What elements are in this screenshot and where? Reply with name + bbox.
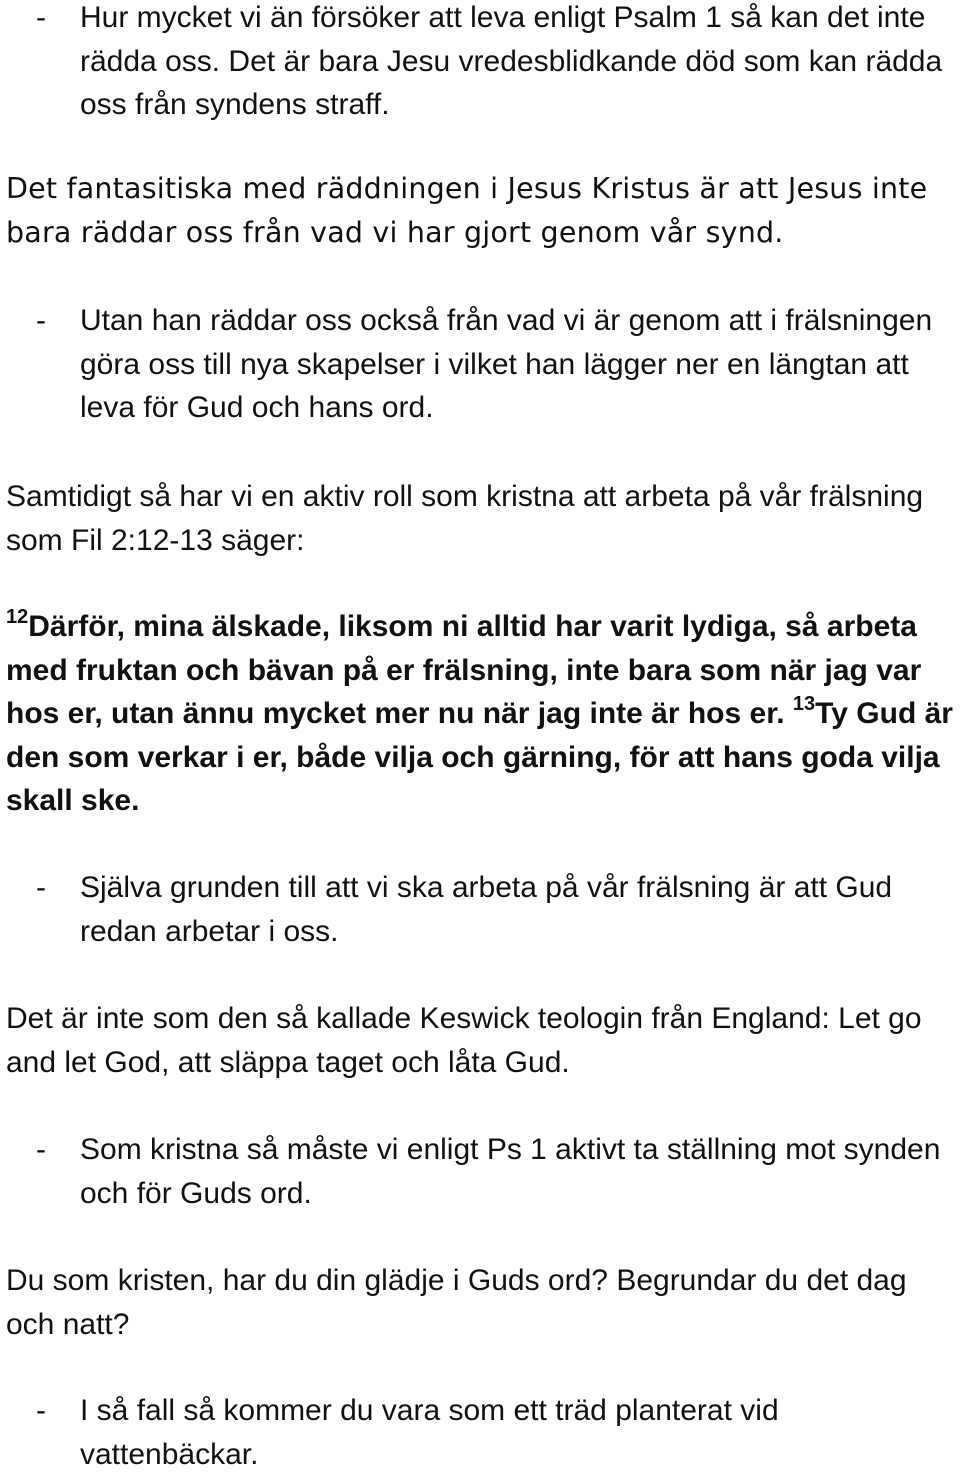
bullet-dash: - xyxy=(36,871,46,904)
bullet-dash: - xyxy=(36,1,46,34)
bullet-item-2 xyxy=(6,299,954,430)
verse-number-12: 12 xyxy=(6,606,29,628)
bullet-item-4 xyxy=(6,1128,954,1215)
bullet-dash: - xyxy=(36,1133,46,1166)
paragraph-3: Det är inte som den så kallade Keswick teologin från England: Let go and let God, att släppa taget och låta Gud. xyxy=(6,1002,922,1079)
bullet-item-5 xyxy=(6,1389,954,1476)
bullet-text-5: I så fall så kommer du vara som ett träd planterat vid vattenbäckar. xyxy=(80,1394,779,1471)
paragraph-4: Du som kristen, har du din glädje i Guds ord? Begrundar du det dag och natt? xyxy=(6,1264,907,1341)
verse-text-13: Ty Gud är den som verkar i er, både vilja och gärning, för att hans goda vilja skall ske. xyxy=(6,697,953,817)
bullet-text-2: Utan han räddar oss också från vad vi är genom att i frälsningen göra oss till nya skapelser i vilket han lägger ner en längtan att leva för Gud och hans ord. xyxy=(80,304,933,424)
paragraph-1: Det fantasitiska med räddningen i Jesus Kristus är att Jesus inte bara räddar oss från vad vi har gjort genom vår synd. xyxy=(6,172,928,249)
verse-text-12: Därför, mina älskade, liksom ni alltid har varit lydiga, så arbeta med fruktan och bävan på er frälsning, inte bara som när jag var hos er, utan ännu mycket mer nu när jag inte är hos er. xyxy=(6,610,922,730)
bullet-text-3: Själva grunden till att vi ska arbeta på vår frälsning är att Gud redan arbetar i oss. xyxy=(80,871,893,948)
bullet-dash: - xyxy=(36,304,46,337)
verse-number-13: 13 xyxy=(792,693,816,715)
bullet-item-3 xyxy=(6,866,954,953)
bullet-dash: - xyxy=(36,1394,46,1427)
bible-quote xyxy=(6,605,954,823)
bullet-text-4: Som kristna så måste vi enligt Ps 1 aktivt ta ställning mot synden och för Guds ord. xyxy=(80,1133,941,1210)
paragraph-2: Samtidigt så har vi en aktiv roll som kristna att arbeta på vår frälsning som Fil 2:12-13 säger: xyxy=(6,480,924,557)
bullet-item-1 xyxy=(6,0,954,127)
bullet-text-1: Hur mycket vi än försöker att leva enligt Psalm 1 så kan det inte rädda oss. Det är bara Jesu vredesblidkande död som kan rädda oss från syndens straff. xyxy=(80,1,943,121)
